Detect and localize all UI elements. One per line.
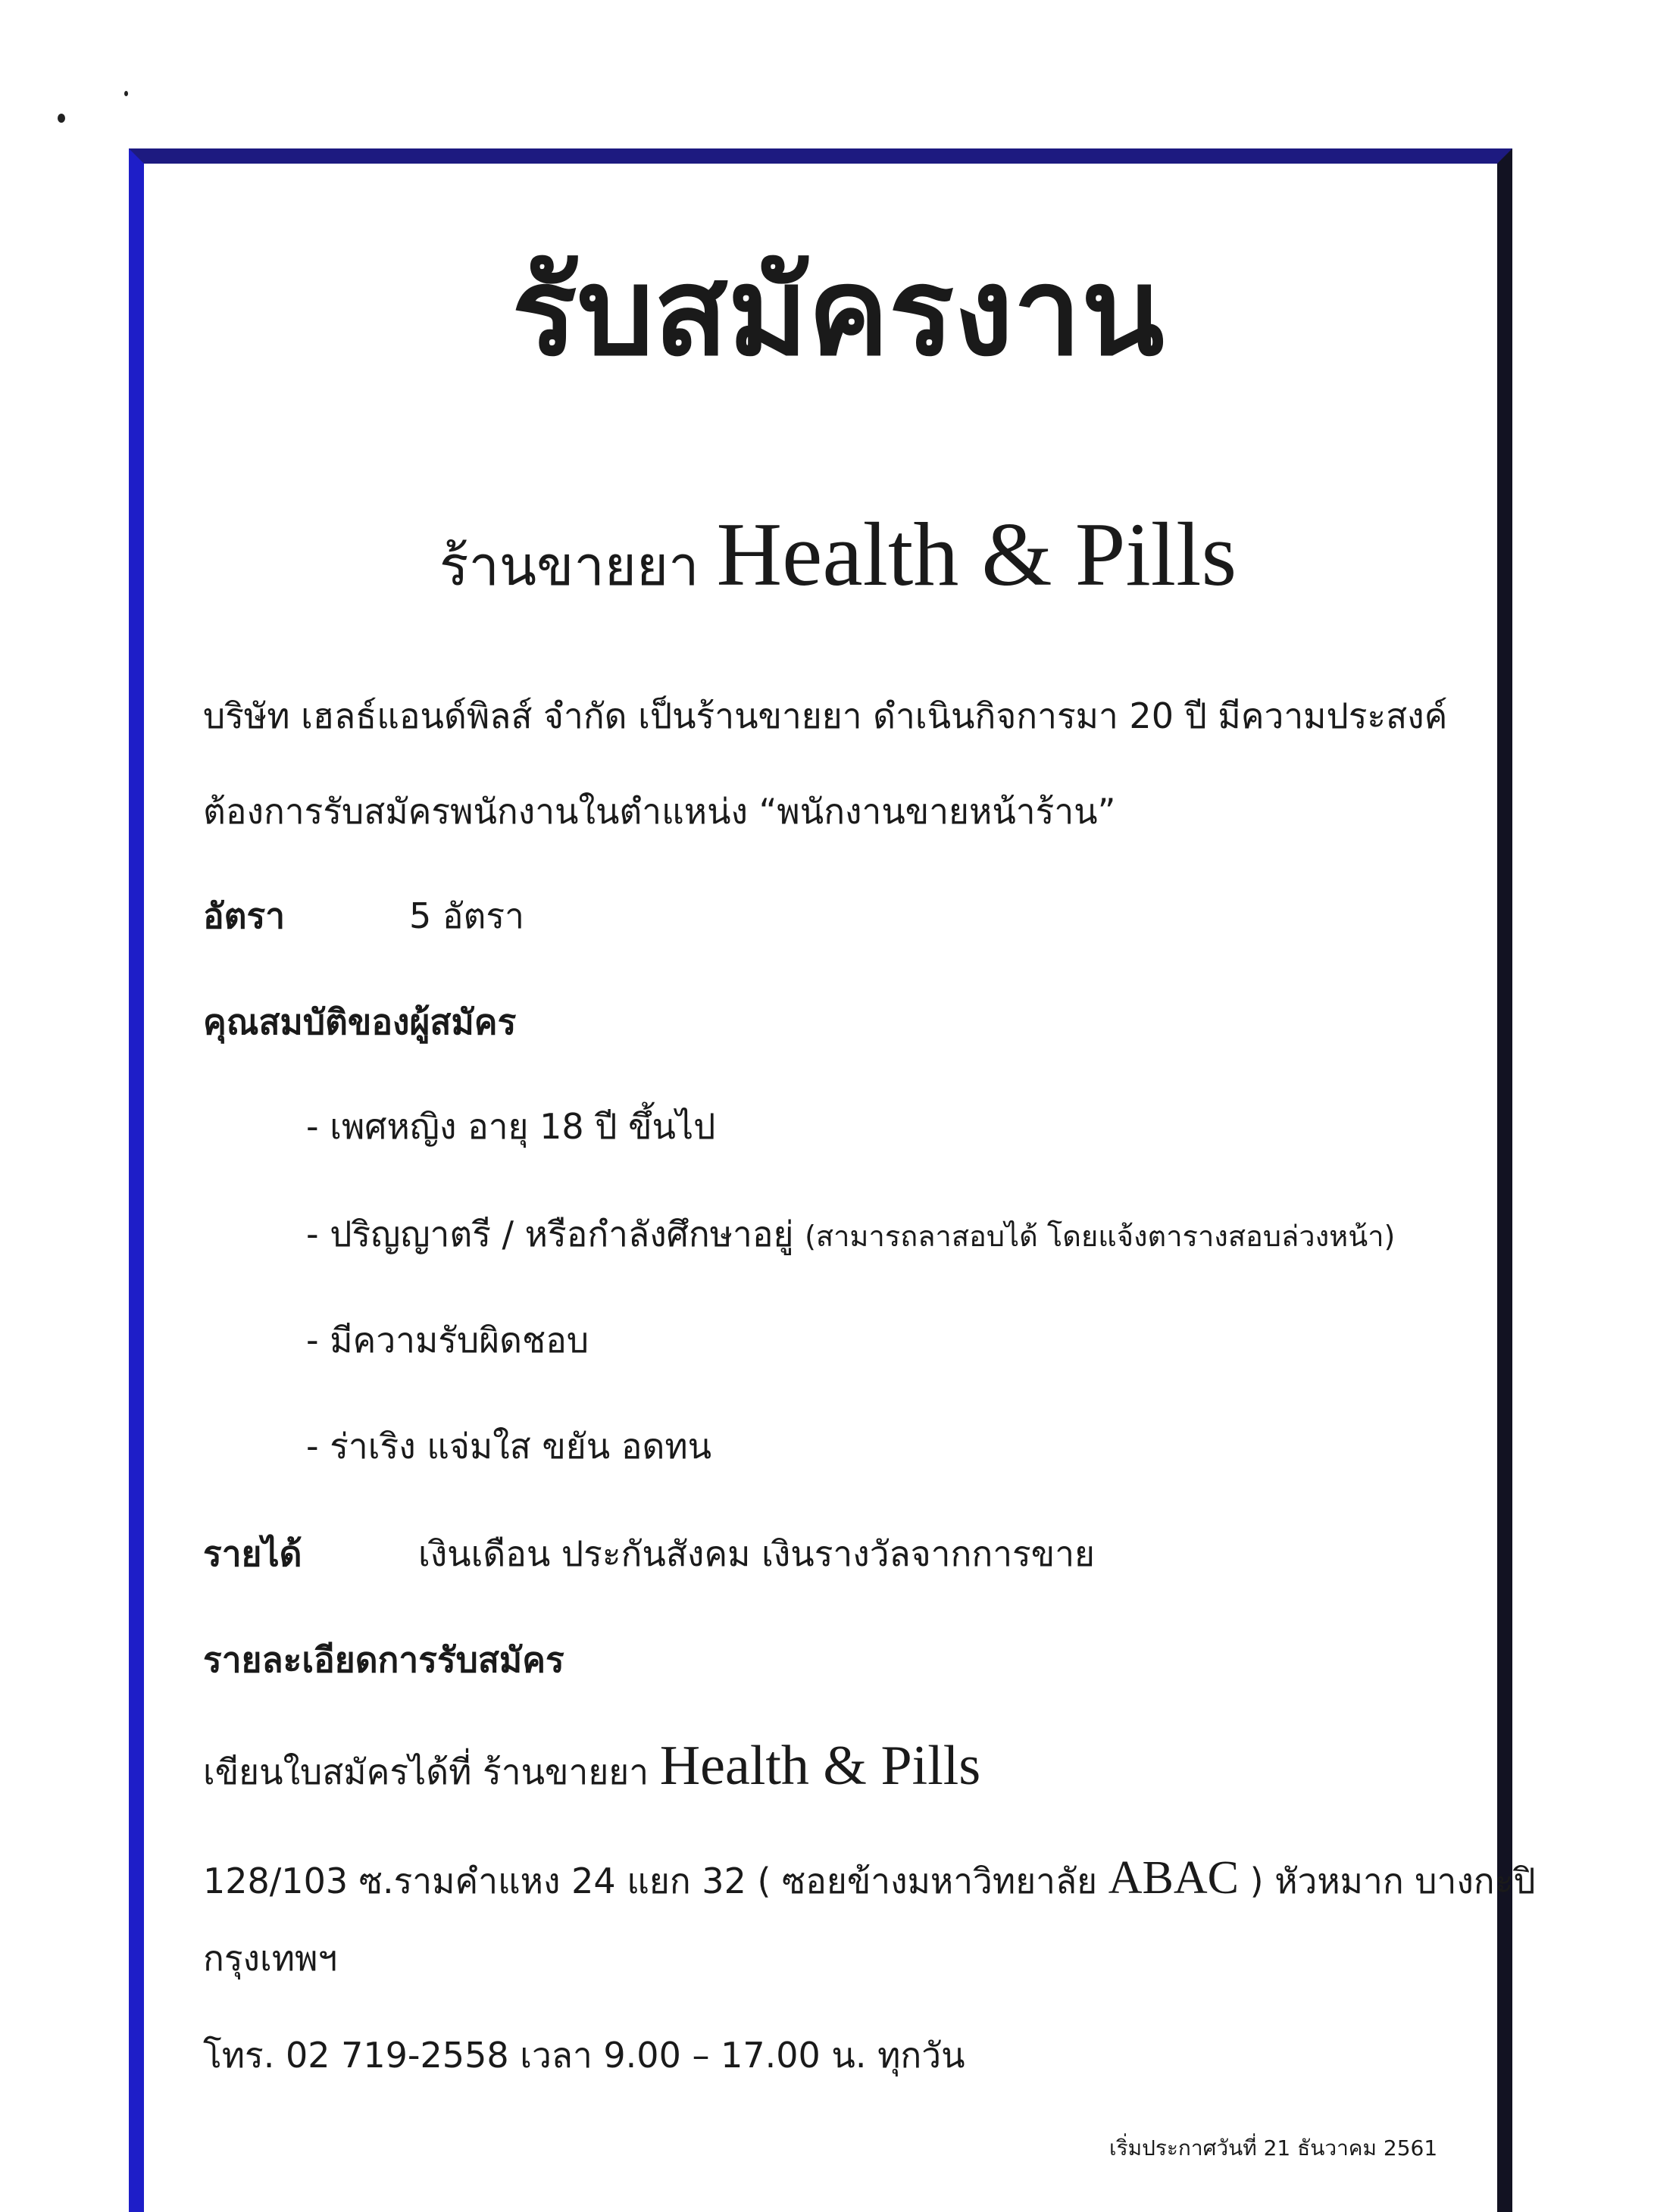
address-prefix: 128/103 ซ.รามคำแหง 24 แยก 32 ( ซอยข้างมหาวิทยาลัย <box>203 1861 1098 1901</box>
apply-line <box>203 1735 981 1797</box>
intro-line-2: ต้องการรับสมัครพนักงานในตำแหน่ง “พนักงานขายหน้าร้าน” <box>203 791 1116 832</box>
phone-line: โทร. 02 719-2558 เวลา 9.00 – 17.00 น. ทุกวัน <box>203 2035 965 2076</box>
page-title: รับสมัครงาน <box>511 241 1165 383</box>
scan-speck <box>58 114 65 123</box>
income-value: เงินเดือน ประกันสังคม เงินรางวัลจากการขาย <box>418 1533 1095 1574</box>
qualification-item: - ร่าเริง แจ่มใส ขยัน อดทน <box>306 1426 712 1467</box>
announce-date: เริ่มประกาศวันที่ 21 ธันวาคม 2561 <box>1109 2135 1438 2160</box>
qualification-item <box>306 1214 1396 1254</box>
address-suffix: ) หัวหมาก บางกะปิ <box>1249 1861 1536 1901</box>
intro-line-1: บริษัท เฮลธ์แอนด์พิลส์ จำกัด เป็นร้านขายยา ดำเนินกิจการมา 20 ปี มีความประสงค์ <box>203 695 1448 736</box>
apply-prefix: เขียนใบสมัครได้ที่ ร้านขายยา <box>203 1751 649 1792</box>
qualifications-heading: คุณสมบัติของผู้สมัคร <box>203 1001 517 1042</box>
qualification-note: (สามารถลาสอบได้ โดยแจ้งตารางสอบล่วงหน้า) <box>805 1220 1396 1253</box>
subtitle-brand: Health & Pills <box>716 504 1237 605</box>
poster-frame <box>129 148 1512 2212</box>
positions-value: 5 อัตรา <box>409 895 524 936</box>
apply-brand: Health & Pills <box>659 1735 981 1797</box>
qualification-text: - ปริญญาตรี / หรือกำลังศึกษาอยู่ <box>306 1214 794 1254</box>
subtitle <box>0 504 1676 605</box>
subtitle-prefix: ร้านขายยา <box>439 534 699 598</box>
address-line-1 <box>203 1852 1536 1904</box>
positions-label: อัตรา <box>203 895 286 936</box>
application-heading: รายละเอียดการรับสมัคร <box>203 1639 564 1680</box>
address-abac: ABAC <box>1108 1852 1240 1904</box>
qualification-item: - มีความรับผิดชอบ <box>306 1320 589 1361</box>
scan-speck <box>124 91 128 96</box>
qualification-item: - เพศหญิง อายุ 18 ปี ขึ้นไป <box>306 1106 716 1147</box>
address-line-2: กรุงเทพฯ <box>203 1938 338 1979</box>
income-label: รายได้ <box>203 1533 302 1574</box>
